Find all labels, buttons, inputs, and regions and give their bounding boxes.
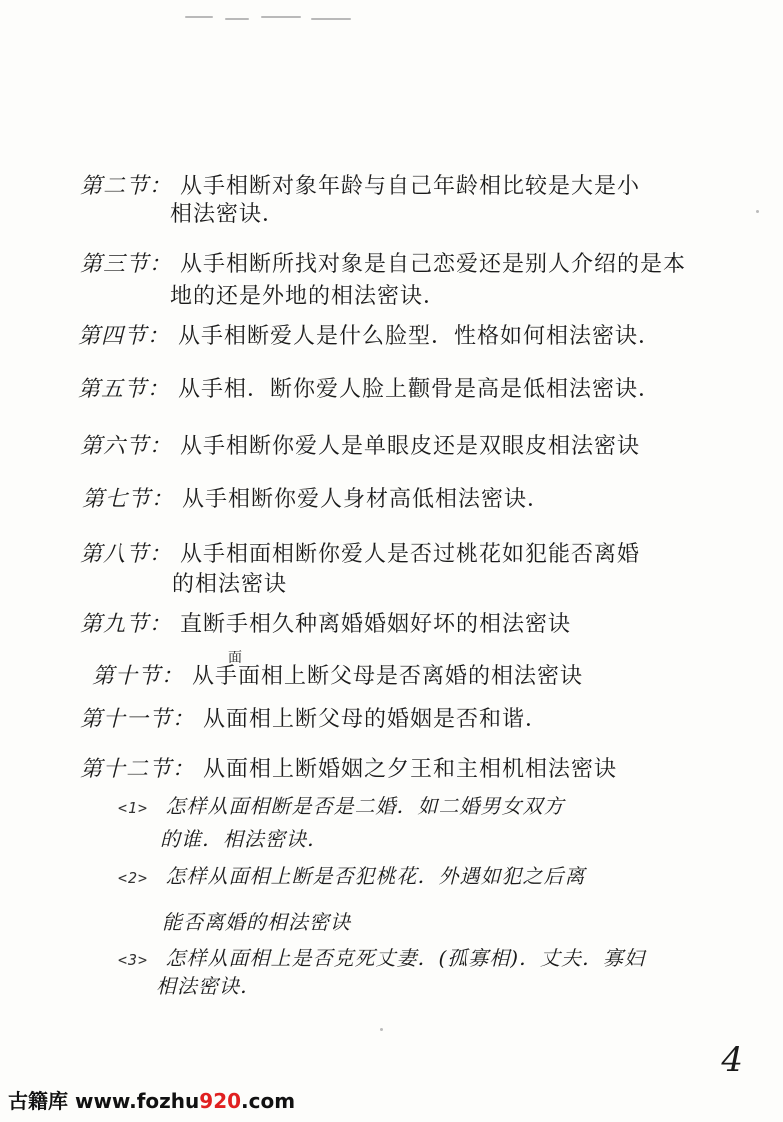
section-4 [78, 322, 661, 352]
scan-speck [380, 1028, 383, 1031]
section-text: 从手相断你爱人是单眼皮还是双眼皮相法密诀 [180, 434, 641, 459]
subitem-number: <3> [118, 951, 149, 969]
section-12 [80, 755, 617, 785]
section-label: 第十节： [92, 664, 185, 689]
subitem-number: <1> [118, 799, 149, 817]
section-9 [80, 610, 571, 640]
section-text: 地的还是外地的相法密诀． [170, 284, 447, 309]
header-smudge [185, 10, 355, 32]
section-2-cont [170, 200, 285, 230]
section-text: 从面相上断婚姻之夕王和主相机相法密诀 [203, 757, 618, 782]
section-10 [92, 662, 583, 692]
section-label: 第六节： [80, 434, 173, 459]
section-text: 从手相．断你爱人脸上颧骨是高是低相法密诀． [178, 377, 662, 402]
watermark-site: fozhu [136, 1089, 200, 1113]
watermark-accent: 920 [199, 1089, 242, 1113]
section-label: 第九节： [80, 612, 173, 637]
section-3 [80, 250, 686, 280]
subitem-text: 相法密诀． [156, 974, 261, 998]
subitem-text: 能否离婚的相法密诀 [162, 910, 351, 934]
section-text: 从手面相上断父母是否离婚的相法密诀 [192, 664, 584, 689]
section-text: 从手相断你爱人身材高低相法密诀． [182, 487, 551, 512]
section-label: 第八节： [80, 542, 173, 567]
section-8-cont [172, 570, 287, 600]
section-11 [80, 705, 548, 735]
section-text: 从手相面相断你爱人是否过桃花如犯能否离婚 [180, 542, 641, 567]
section-text: 的相法密诀 [172, 572, 288, 597]
section-8 [80, 540, 640, 570]
section-label: 第五节： [78, 377, 171, 402]
section-text: 从手相断爱人是什么脸型．性格如何相法密诀． [178, 324, 662, 349]
page-number: 4 [721, 1040, 743, 1080]
section-text: 直断手相久种离婚婚姻好坏的相法密诀 [180, 612, 572, 637]
subitem-number: <2> [118, 869, 149, 887]
subitem-1-cont [160, 825, 328, 853]
section-label: 第十二节： [80, 757, 196, 782]
section-text: 相法密诀． [170, 202, 286, 227]
section-6 [80, 432, 640, 462]
watermark-prefix: 古籍库 www. [8, 1089, 137, 1113]
section-text: 从面相上断父母的婚姻是否和谐． [203, 707, 549, 732]
watermark-suffix: .com [241, 1089, 296, 1113]
section-label: 第二节： [80, 174, 173, 199]
subitem-text: 怎样从面相上断是否犯桃花．外遇如犯之后离 [165, 864, 586, 888]
subitem-2 [118, 862, 585, 892]
section-label: 第三节： [80, 252, 173, 277]
section-text: 从手相断所找对象是自己恋爱还是别人介绍的是本 [180, 252, 687, 277]
subitem-3 [118, 944, 645, 974]
section-5 [78, 375, 661, 405]
section-2 [80, 172, 640, 202]
subitem-text: 怎样从面相上是否克死丈妻．(孤寡相)．丈夫．寡妇 [165, 946, 646, 970]
section-7 [82, 485, 550, 515]
site-watermark [8, 1085, 295, 1114]
subitem-2-cont [162, 908, 351, 936]
handwritten-insertion: 面 [228, 650, 242, 666]
section-label: 第四节： [78, 324, 171, 349]
scan-speck [756, 210, 759, 213]
section-label: 第七节： [82, 487, 175, 512]
subitem-text: 的谁．相法密诀． [160, 827, 328, 851]
subitem-1 [118, 792, 564, 822]
section-3-cont [170, 282, 446, 312]
section-text: 从手相断对象年龄与自己年龄相比较是大是小 [180, 174, 641, 199]
subitem-text: 怎样从面相断是否是二婚．如二婚男女双方 [165, 794, 565, 818]
subitem-3-cont [156, 972, 261, 1000]
section-label: 第十一节： [80, 707, 196, 732]
